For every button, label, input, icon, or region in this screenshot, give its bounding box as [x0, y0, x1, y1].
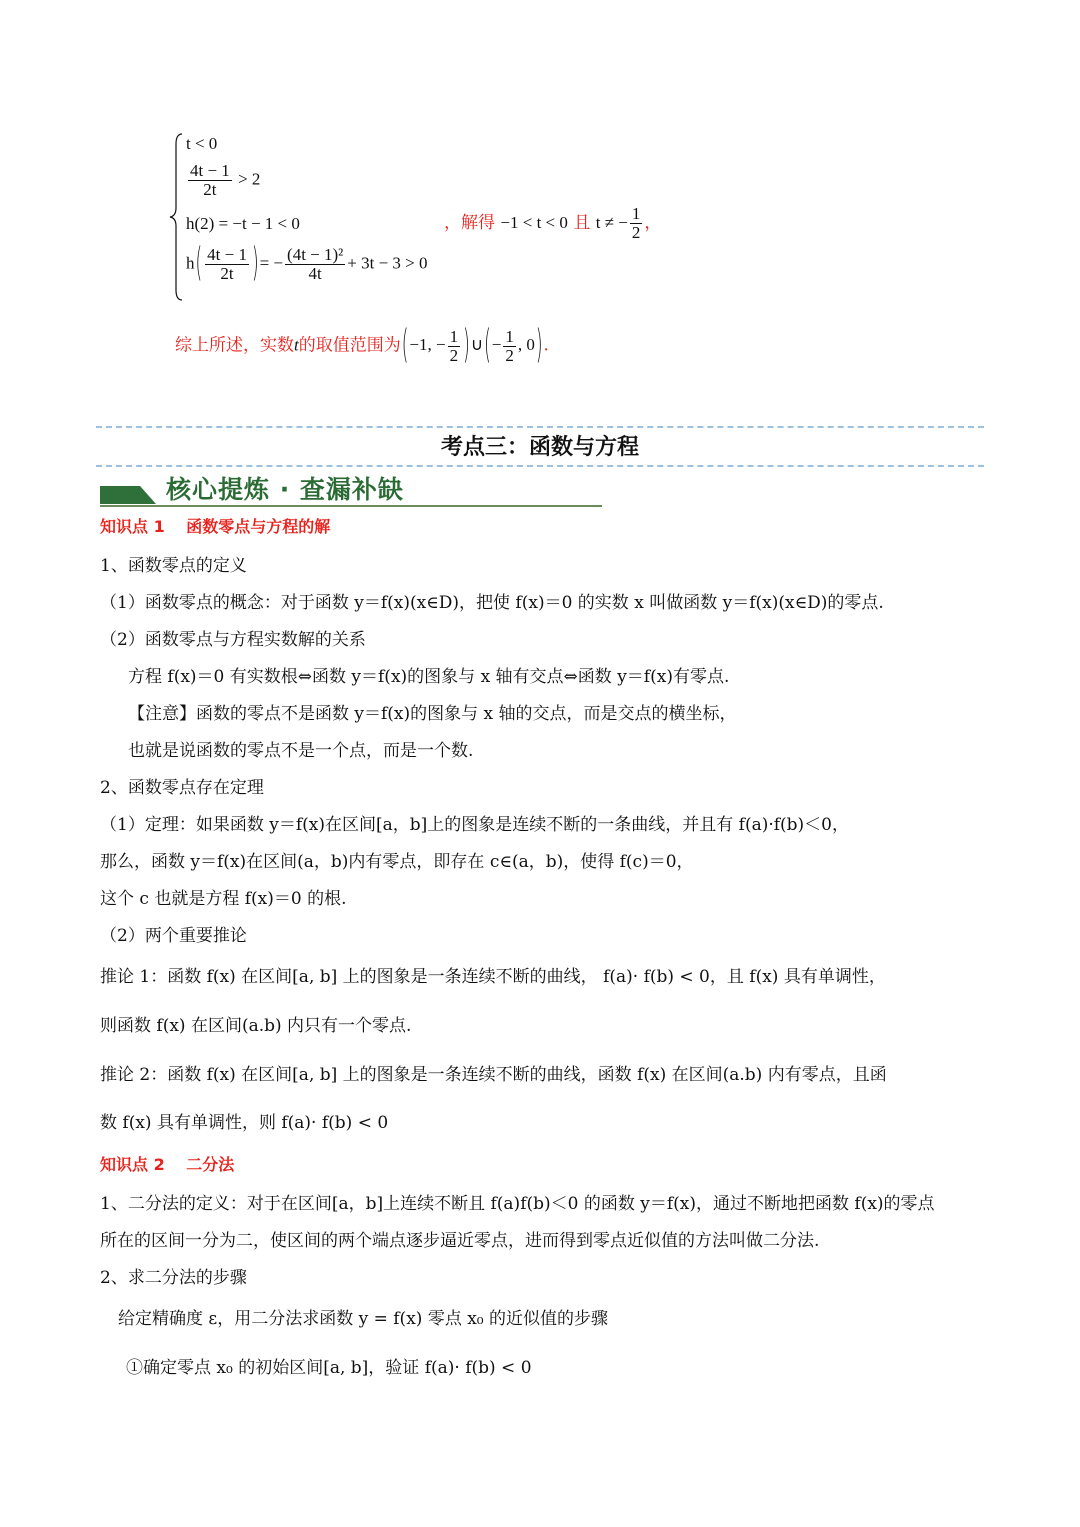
denominator: 2	[505, 345, 514, 365]
fraction	[448, 328, 461, 365]
denominator: 2t	[220, 263, 234, 283]
numerator: (4t − 1)²	[287, 245, 344, 264]
numerator: 1	[631, 204, 641, 223]
numerator: 4t − 1	[207, 245, 247, 264]
kp1-corollary-2b: 数 f(x) 具有单调性，则 f(a)· f(b) < 0	[100, 1113, 389, 1133]
solve-result	[444, 205, 661, 242]
kp1-paragraph-2: （2）函数零点与方程实数解的关系	[100, 630, 366, 650]
kp1-heading-2: 2、函数零点存在定理	[100, 778, 264, 798]
kp2-definition-1: 1、二分法的定义：对于在区间[a，b]上连续不断且 f(a)f(b)＜0 的函数 y＝f(x)，通过不断地把函数 f(x)的零点	[100, 1194, 935, 1214]
kp1-theorem-3: 这个 c 也就是方程 f(x)＝0 的根.	[100, 889, 347, 909]
kp1-theorem-1: （1）定理：如果函数 y＝f(x)在区间[a，b]上的图象是连续不断的一条曲线，并且有 f(a)·f(b)＜0，	[100, 815, 850, 835]
kp1-label: 知识点 1 函数零点与方程的解	[100, 517, 331, 536]
kp1-corollary-1b: 则函数 f(x) 在区间(a.b) 内只有一个零点.	[100, 1016, 412, 1036]
conclusion	[175, 323, 549, 370]
interval-2-end: , 0	[517, 335, 535, 355]
eq-line-1: t < 0	[186, 134, 218, 153]
denominator: 2	[631, 222, 641, 242]
kp1-corollary-1a: 推论 1：函数 f(x) 在区间[a, b] 上的图象是一条连续不断的曲线， f(a)· f(b) < 0，且 f(x) 具有单调性，	[100, 967, 886, 987]
interval-1: −1, −	[409, 335, 446, 355]
kp1-corollary-heading: （2）两个重要推论	[100, 926, 247, 946]
section-bottom-rule	[96, 465, 984, 467]
kp1-paragraph-3: 方程 f(x)＝0 有实数根⇔函数 y＝f(x)的图象与 x 轴有交点⇔函数 y＝f(x)有零点.	[128, 667, 730, 687]
solve-t: t ≠ −	[595, 212, 628, 232]
fraction	[285, 246, 345, 283]
fraction	[205, 246, 249, 283]
section-title: 考点三：函数与方程	[440, 435, 639, 460]
banner-underline	[100, 505, 602, 507]
fraction	[630, 205, 643, 242]
eq-line-3: h(2) = −t − 1 < 0	[186, 214, 300, 233]
kp2-heading-2: 2、求二分法的步骤	[100, 1268, 247, 1288]
interval-union: (−1, − $\frac{1}{2}$ )∪(− $\frac{1}{2}$ , 0)	[401, 323, 543, 370]
kp2-step-1: ①确定零点 x₀ 的初始区间[a, b]，验证 f(a)· f(b) < 0	[126, 1358, 532, 1378]
func-h: h	[186, 253, 195, 273]
solve-prefix: ，解得	[444, 212, 495, 233]
denominator: 4t	[308, 263, 322, 283]
eq-line-4: h( $\frac{4t - 1}{2t}$ )= − $\frac{\text{(4t − 1)²}}{4t}$ + 3t − 3 > 0	[186, 241, 428, 288]
conclusion-var: t	[294, 335, 299, 355]
fraction	[188, 162, 232, 199]
interval-2: −	[491, 335, 502, 355]
eq-rhs: + 3t − 3 > 0	[347, 253, 428, 273]
section-top-rule	[96, 426, 984, 428]
banner-title: 核心提炼 · 查漏补缺	[166, 475, 404, 504]
kp1-paragraph-1: （1）函数零点的概念：对于函数 y＝f(x)(x∈D)，把使 f(x)＝0 的实数 x 叫做函数 y＝f(x)(x∈D)的零点.	[100, 593, 884, 613]
left-brace	[168, 132, 184, 302]
solve-and: 且	[573, 212, 591, 233]
kp2-label: 知识点 2 二分法	[100, 1155, 235, 1174]
solve-suffix: ，	[644, 212, 662, 233]
numerator: 1	[505, 327, 514, 346]
kp1-note: 【注意】函数的零点不是函数 y＝f(x)的图象与 x 轴的交点，而是交点的横坐标，	[128, 704, 737, 724]
conclusion-mid: 的取值范围为	[298, 335, 401, 356]
union-sign: ∪	[470, 335, 484, 355]
denominator: 2t	[203, 179, 217, 199]
kp1-theorem-2: 那么，函数 y＝f(x)在区间(a，b)内有零点，即存在 c∈(a，b)，使得 f(c)＝0，	[100, 852, 694, 872]
conclusion-prefix: 综上所述，实数	[175, 335, 294, 356]
numerator: 4t − 1	[190, 161, 230, 180]
conclusion-end: .	[543, 335, 549, 356]
eq-rhs: > 2	[238, 169, 261, 189]
fraction	[503, 328, 516, 365]
eq-mid: = −	[259, 253, 284, 273]
solve-math: −1 < t < 0	[500, 212, 568, 232]
banner-ribbon-icon	[100, 478, 160, 504]
numerator: 1	[449, 327, 459, 346]
eq-line-2	[186, 162, 260, 199]
kp1-note-cont: 也就是说函数的零点不是一个点，而是一个数.	[128, 741, 474, 761]
denominator: 2	[449, 345, 459, 365]
kp2-definition-2: 所在的区间一分为二，使区间的两个端点逐步逼近零点，进而得到零点近似值的方法叫做二分法.	[100, 1231, 820, 1251]
kp2-steps-intro: 给定精确度 ε，用二分法求函数 y = f(x) 零点 x₀ 的近似值的步骤	[118, 1309, 609, 1329]
kp1-corollary-2a: 推论 2：函数 f(x) 在区间[a, b] 上的图象是一条连续不断的曲线，函数 f(x) 在区间(a.b) 内有零点，且函	[100, 1065, 887, 1085]
kp1-heading-1: 1、函数零点的定义	[100, 556, 247, 576]
